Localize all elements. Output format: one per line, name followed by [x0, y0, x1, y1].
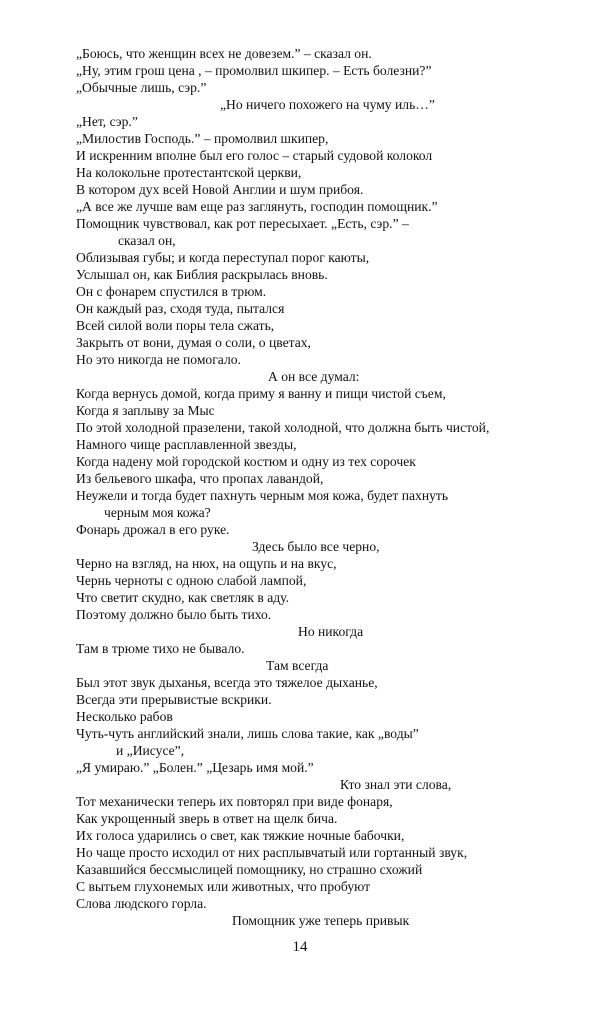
poem-line: „Я умираю.” „Болен.” „Цезарь имя мой.”	[76, 760, 314, 775]
poem-line: Но это никогда не помогало.	[76, 352, 241, 367]
poem-line: Облизывая губы; и когда переступал порог каюты,	[76, 250, 370, 265]
poem-line: Всегда эти прерывистые вскрики.	[76, 692, 272, 707]
poem-line: Помощник чувствовал, как рот пересыхает. „Есть, сэр.” –	[76, 216, 409, 231]
poem-line: Он с фонарем спустился в трюм.	[76, 284, 267, 299]
poem-line: Он каждый раз, сходя туда, пытался	[76, 301, 285, 316]
poem-line: Был этот звук дыханья, всегда это тяжелое дыханье,	[76, 675, 378, 690]
poem-line: Здесь было все черно,	[252, 539, 380, 554]
poem-line: „Милостив Господь.” – промолвил шкипер,	[76, 131, 329, 146]
poem-line: „Нет, сэр.”	[76, 114, 138, 129]
poem-line: Несколько рабов	[76, 709, 173, 724]
poem-line: Услышал он, как Библия раскрылась вновь.	[76, 267, 328, 282]
poem-line: Кто знал эти слова,	[340, 777, 452, 792]
poem-line: С вытьем глухонемых или животных, что пробуют	[76, 879, 371, 894]
poem-line: И искренним вполне был его голос – старый судовой колокол	[76, 148, 433, 163]
poem-line: „Боюсь, что женщин всех не довезем.” – сказал он.	[76, 46, 372, 61]
poem-line: „А все же лучше вам еще раз заглянуть, господин помощник.”	[76, 199, 438, 214]
poem-line: Фонарь дрожал в его руке.	[76, 522, 230, 537]
page-number: 14	[292, 939, 308, 955]
poem-line: Но чаще просто исходил от них расплывчатый или гортанный звук,	[76, 845, 468, 860]
poem-line: „Ну, этим грош цена , – промолвил шкипер. – Есть болезни?”	[76, 63, 432, 78]
poem-line: Когда надену мой городской костюм и одну из тех сорочек	[76, 454, 416, 469]
poem-line: Из бельевого шкафа, что пропах лавандой,	[76, 471, 324, 486]
poem-line: Но никогда	[298, 624, 364, 639]
poem-line: черным моя кожа?	[104, 505, 211, 520]
poem-line: Неужели и тогда будет пахнуть черным моя кожа, будет пахнуть	[76, 488, 449, 503]
poem-line: Слова людского горла.	[76, 896, 207, 911]
poem-line: Там всегда	[266, 658, 329, 673]
poem-line: Когда я заплыву за Мыс	[76, 403, 215, 418]
poem-line: Чернь черноты с одною слабой лампой,	[76, 573, 307, 588]
poem-line: Тот механически теперь их повторял при виде фонаря,	[76, 794, 393, 809]
poem-line: Чуть-чуть английский знали, лишь слова такие, как „воды”	[76, 726, 419, 741]
poem-line: Как укрощенный зверь в ответ на щелк бича.	[76, 811, 338, 826]
poem-line: Поэтому должно было быть тихо.	[76, 607, 272, 622]
poem-line: „Обычные лишь, сэр.”	[76, 80, 207, 95]
poem-line: Казавшийся бессмыслицей помощнику, но страшно схожий	[76, 862, 423, 877]
poem-line: Намного чище расплавленной звезды,	[76, 437, 297, 452]
poem-line: В котором дух всей Новой Англии и шум прибоя.	[76, 182, 364, 197]
poem-line: Их голоса ударились о свет, как тяжкие ночные бабочки,	[76, 828, 405, 843]
poem-line: Когда вернусь домой, когда приму я ванну и пищи чистой съем,	[76, 386, 446, 401]
poem-line: На колокольне протестантской церкви,	[76, 165, 302, 180]
poem-line: и „Иисусе”,	[116, 743, 185, 758]
poem-line: Помощник уже теперь привык	[232, 913, 410, 928]
poem-line: Там в трюме тихо не бывало.	[76, 641, 245, 656]
poem-line: „Но ничего похожего на чуму иль…”	[220, 97, 435, 112]
poem-line: Закрыть от вони, думая о соли, о цветах,	[76, 335, 311, 350]
poem-line: сказал он,	[118, 233, 176, 248]
poem-line: Всей силой воли поры тела сжать,	[76, 318, 275, 333]
poem-line: По этой холодной празелени, такой холодной, что должна быть чистой,	[76, 420, 490, 435]
poem-line: А он все думал:	[268, 369, 360, 384]
poem-line: Черно на взгляд, на нюх, на ощупь и на вкус,	[76, 556, 337, 571]
poem-line: Что светит скудно, как светляк в аду.	[76, 590, 290, 605]
